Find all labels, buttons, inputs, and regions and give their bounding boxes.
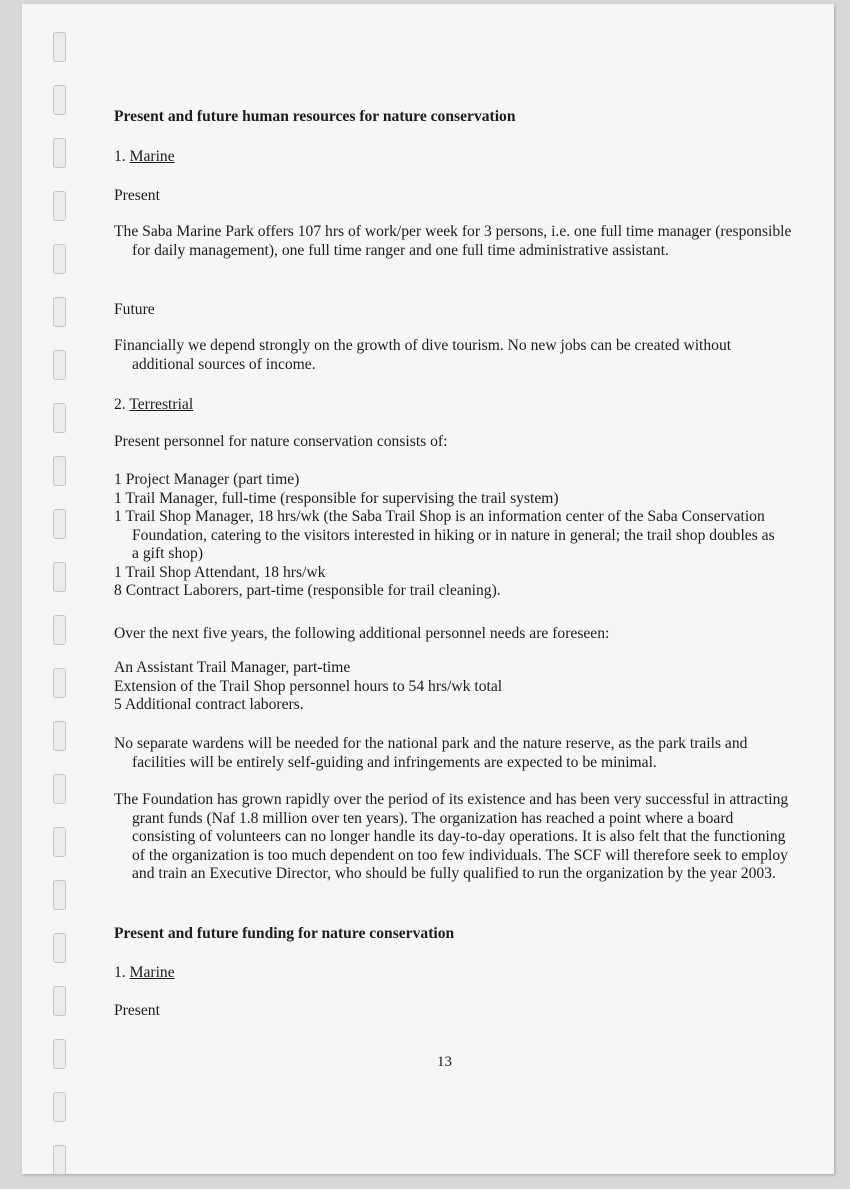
paragraph-foreseen-intro: Over the next five years, the following additional personnel needs are foreseen: xyxy=(114,625,610,642)
binding-hole xyxy=(53,668,66,698)
label-present-funding: Present xyxy=(114,1002,160,1019)
list-item: 1 Trail Shop Manager, 18 hrs/wk (the Saba Trail Shop is an information center of the Saba Conservation Foundation, catering to the visitors interested in hiking or in nature in general; the trail shop doubles as a gift shop) xyxy=(114,508,775,562)
list-item: 5 Additional contract laborers. xyxy=(114,696,304,713)
binding-hole xyxy=(53,191,66,221)
binding-hole xyxy=(53,138,66,168)
label-future: Future xyxy=(114,301,155,318)
binding-hole xyxy=(53,615,66,645)
list-item: 1 Trail Shop Attendant, 18 hrs/wk xyxy=(114,563,326,581)
list-item: An Assistant Trail Manager, part-time xyxy=(114,659,351,676)
binding-hole xyxy=(53,562,66,592)
subheading-label: Terrestrial xyxy=(129,396,194,413)
page-number: 13 xyxy=(437,1054,452,1070)
binding-hole xyxy=(53,721,66,751)
subheading-terrestrial xyxy=(114,396,776,415)
binding-hole xyxy=(53,456,66,486)
binding-hole xyxy=(53,1092,66,1122)
foreseen-list xyxy=(114,659,776,715)
binding-hole xyxy=(53,774,66,804)
binding-hole xyxy=(53,509,66,539)
section-heading-human-resources: Present and future human resources for nature conservation xyxy=(114,108,516,125)
binding-hole xyxy=(53,1145,66,1175)
paragraph-foundation: The Foundation has grown rapidly over the period of its existence and has been very successful in attracting grant funds (Naf 1.8 million over ten years). The organization has reached a point where a board consisting of volunteers can no longer handle its day-to-day operations. It is also felt that the functioning of the organization is too much dependent on too few individuals. The SCF will therefore seek to employ and train an Executive Director, who should be fully qualified to run the organization by the year 2003. xyxy=(114,791,789,882)
binding-hole xyxy=(53,986,66,1016)
subheading-label: Marine xyxy=(129,964,175,981)
personnel-list xyxy=(114,471,776,601)
binding-hole xyxy=(53,32,66,62)
binding-hole xyxy=(53,350,66,380)
binding-hole xyxy=(53,297,66,327)
paragraph-marine-present: The Saba Marine Park offers 107 hrs of work/per week for 3 persons, i.e. one full time manager (responsible for daily management), one full time ranger and one full time administrative assistant. xyxy=(114,223,792,259)
subheading-number: 1. xyxy=(114,964,130,981)
subheading-marine-funding xyxy=(114,964,776,983)
paragraph-wardens: No separate wardens will be needed for the national park and the nature reserve, as the park trails and facilities will be entirely self-guiding and infringements are expected to be minimal. xyxy=(114,735,748,771)
paragraph-marine-future: Financially we depend strongly on the growth of dive tourism. No new jobs can be created without additional sources of income. xyxy=(114,337,732,373)
label-present: Present xyxy=(114,187,160,204)
subheading-number: 1. xyxy=(114,148,130,165)
subheading-marine xyxy=(114,148,776,167)
subheading-number: 2. xyxy=(114,396,130,413)
binding-hole xyxy=(53,880,66,910)
list-item: 1 Project Manager (part time) xyxy=(114,471,300,488)
binding-hole xyxy=(53,403,66,433)
list-item: 1 Trail Manager, full-time (responsible for supervising the trail system) xyxy=(114,489,559,507)
binding-hole xyxy=(53,827,66,857)
paragraph-personnel-intro: Present personnel for nature conservation consists of: xyxy=(114,433,448,450)
binding-hole xyxy=(53,85,66,115)
binding-hole xyxy=(53,933,66,963)
list-item: 8 Contract Laborers, part-time (responsible for trail cleaning). xyxy=(114,582,501,599)
binding-hole xyxy=(53,244,66,274)
subheading-label: Marine xyxy=(129,148,175,165)
binding-hole xyxy=(53,1039,66,1069)
list-item: Extension of the Trail Shop personnel hours to 54 hrs/wk total xyxy=(114,677,503,695)
section-heading-funding: Present and future funding for nature conservation xyxy=(114,925,455,942)
